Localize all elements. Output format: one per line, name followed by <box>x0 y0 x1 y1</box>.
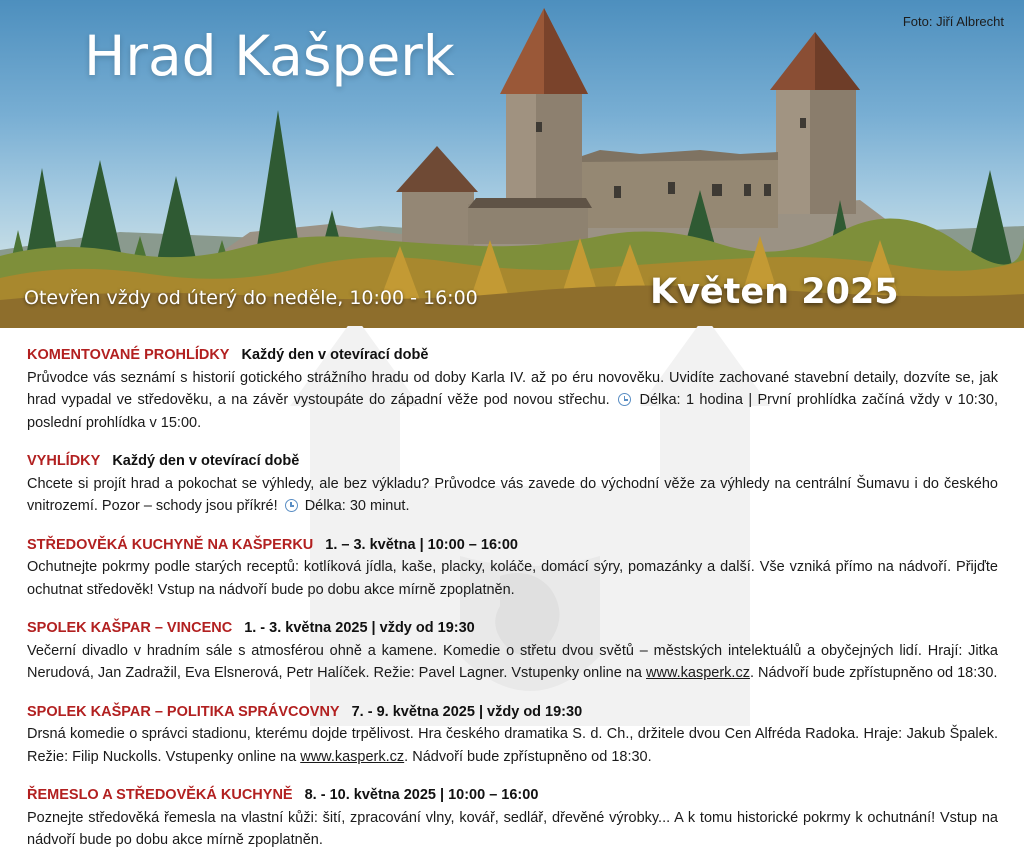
event-date: Každý den v otevírací době <box>241 347 429 363</box>
event-title: VYHLÍDKY <box>27 453 101 469</box>
event-text: Drsná komedie o správci stadionu, kterému dojde trpělivost. Hra českého dramatika S. d. Ch., držitele dvou Cen Alfréda Radoka. Hraje: Jakub Špalek. Režie: Filip Nuckolls. Vstupenky online na <box>27 726 998 765</box>
event-text: Poznejte středověká řemesla na vlastní kůži: šití, zpracování vlny, kovář, sedlář, dřevěné výrobky... A k tomu historické pokrmy k ochutnání! Vstup na nádvoří bude po dobu akce mírně zpoplatněn. <box>27 809 998 848</box>
event-viewpoints <box>27 450 998 518</box>
event-header <box>27 701 998 724</box>
month-heading: Květen 2025 <box>650 272 899 312</box>
event-title: KOMENTOVANÉ PROHLÍDKY <box>27 347 230 363</box>
event-title: SPOLEK KAŠPAR – POLITIKA SPRÁVCOVNY <box>27 703 340 720</box>
event-date: Každý den v otevírací době <box>112 453 300 469</box>
event-date: 7. - 9. května 2025 | vždy od 19:30 <box>351 703 583 720</box>
event-text: Chcete si projít hrad a pokochat se výhledy, ale bez výkladu? Průvodce vás zavede do východní věže za výhledy na centrální Šumavu i do českého vnitrozemí. Pozor – schody jsou příkré! <box>27 475 998 514</box>
event-description <box>27 723 998 768</box>
event-title: ŘEMESLO A STŘEDOVĚKÁ KUCHYNĚ <box>27 787 293 803</box>
opening-hours: Otevřen vždy od úterý do neděle, 10:00 - 16:00 <box>24 287 478 309</box>
hero-banner <box>0 0 1024 328</box>
event-description <box>27 640 998 685</box>
event-text: Průvodce vás seznámí s historií gotického strážního hradu od doby Karla IV. až po éru novověku. Uvidíte zachované stavební detaily, dozvíte se, jak hrad vypadal ve středověku, a na závěr vystoupáte do západní věže pod novou střechu. <box>27 369 998 408</box>
page-title: Hrad Kašperk <box>84 24 455 88</box>
event-text: Ochutnejte pokrmy podle starých receptů: kotlíková jídla, kaše, placky, koláče, domácí sýry, pomazánky a další. Vše vzniká přímo na nádvoří. Přijďte ochutnat středověk! Vstup na nádvoří bude po dobu akce mírně zpoplatněn. <box>27 559 998 598</box>
event-title: SPOLEK KAŠPAR – VINCENC <box>27 620 233 636</box>
event-text: Večerní divadlo v hradním sále s atmosférou ohně a kamene. Komedie o střetu dvou světů – městských intelektuálů a obyčejných lidí. Hrají: Jitka Nerudová, Jan Zadražil, Eva Elsnerová, Petr Halíček. Režie: Pavel Lagner. Vstupenky online na <box>27 642 998 681</box>
event-description <box>27 473 998 518</box>
event-date: 8. - 10. května 2025 | 10:00 – 16:00 <box>304 787 539 803</box>
event-duration: Délka: 1 hodina | První prohlídka začíná vždy v 10:30, poslední prohlídka v 15:00. <box>27 392 998 431</box>
event-header <box>27 784 998 807</box>
event-duration: Délka: 30 minut. <box>304 498 410 514</box>
event-title: STŘEDOVĚKÁ KUCHYNĚ NA KAŠPERKU <box>27 536 314 553</box>
event-text-end: . Nádvoří bude zpřístupněno od 18:30. <box>404 748 652 765</box>
event-description <box>27 556 998 601</box>
event-guided-tours <box>27 344 998 434</box>
ticket-link[interactable]: www.kasperk.cz <box>300 748 405 765</box>
event-description <box>27 807 998 852</box>
event-header <box>27 534 998 557</box>
event-medieval-kitchen <box>27 534 998 602</box>
clock-icon <box>285 499 298 512</box>
event-date: 1. – 3. května | 10:00 – 16:00 <box>325 536 518 553</box>
event-crafts-kitchen <box>27 784 998 852</box>
event-header <box>27 450 998 473</box>
event-list <box>27 344 998 868</box>
photo-credit: Foto: Jiří Albrecht <box>902 14 1004 29</box>
event-header <box>27 617 998 640</box>
event-header <box>27 344 998 367</box>
ticket-link[interactable]: www.kasperk.cz <box>646 665 750 681</box>
event-description <box>27 367 998 435</box>
clock-icon <box>618 393 631 406</box>
event-date: 1. - 3. května 2025 | vždy od 19:30 <box>244 620 475 636</box>
event-vincenc <box>27 617 998 685</box>
event-text-end: . Nádvoří bude zpřístupněno od 18:30. <box>749 665 998 681</box>
event-politika-spravcovny <box>27 701 998 769</box>
